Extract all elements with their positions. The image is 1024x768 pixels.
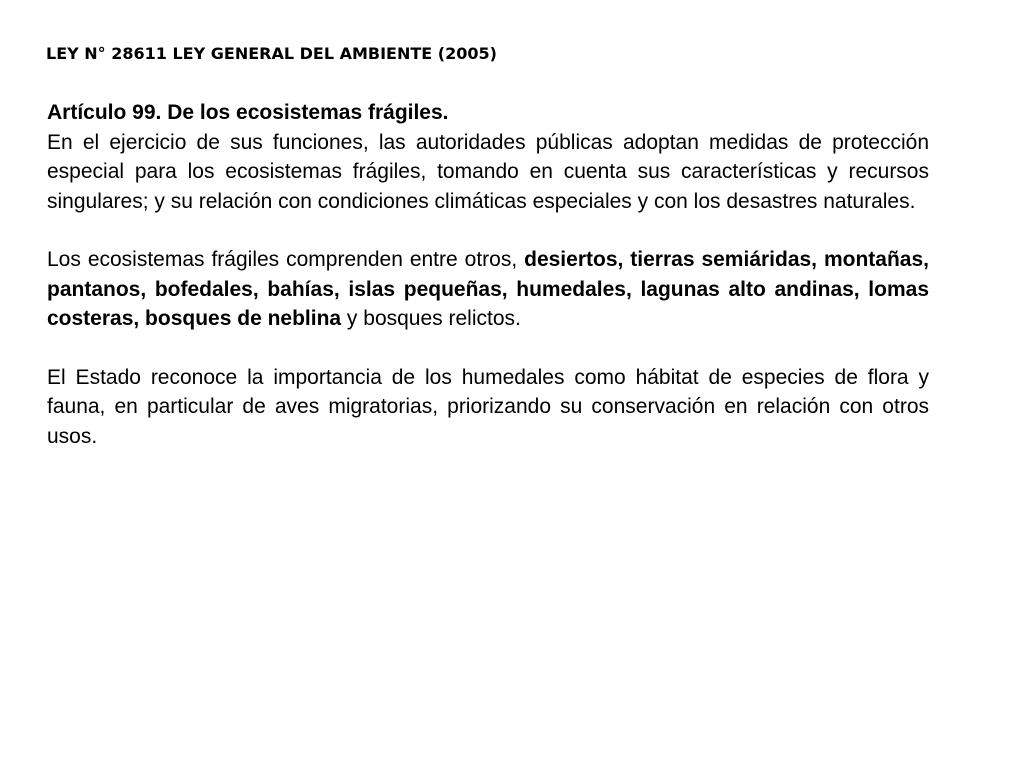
fragile-ecosystems-outro: y bosques relictos. [341, 307, 521, 330]
paragraph-fragile-ecosystems [47, 245, 929, 334]
paragraph-spacer [47, 216, 929, 245]
paragraph-protection: En el ejercicio de sus funciones, las autoridades públicas adoptan medidas de protección especial para los ecosistemas frágiles, tomando en cuenta sus características y recursos singulares; y su relación con condiciones climáticas especiales y con los desastres naturales. [47, 130, 929, 213]
paragraph-wetlands: El Estado reconoce la importancia de los humedales como hábitat de especies de flora y fauna, en particular de aves migratorias, priorizando su conservación en relación con otros usos. [47, 365, 929, 448]
law-title: LEY N° 28611 LEY GENERAL DEL AMBIENTE (2005) [46, 44, 497, 63]
fragile-ecosystems-list: desiertos, tierras semiáridas, montañas, pantanos, bofedales, bahías, islas pequeñas, humedales, lagunas alto andinas, lomas costeras, bosques de neblina [47, 248, 929, 330]
article-heading: Artículo 99. De los ecosistemas frágiles. [47, 101, 449, 124]
paragraph-spacer [47, 334, 929, 363]
fragile-ecosystems-intro: Los ecosistemas frágiles comprenden entre otros, [47, 248, 525, 271]
article-body [47, 98, 929, 451]
